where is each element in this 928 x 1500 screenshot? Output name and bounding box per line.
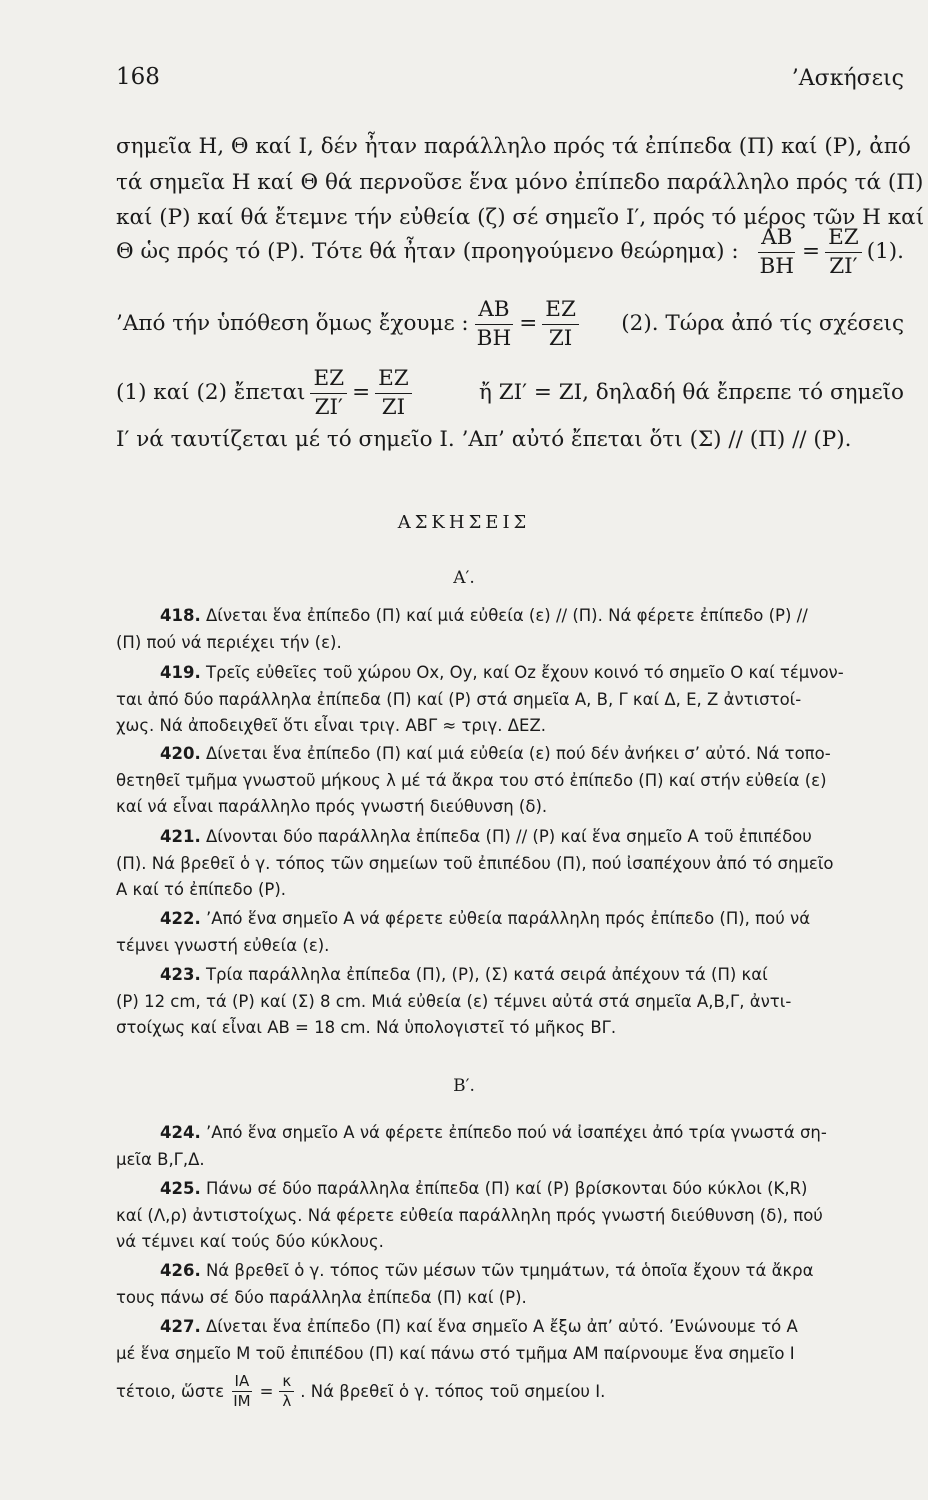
exercise-text: καί νά εἶναι παράλληλο πρός γνωστή διεύθυνση (δ). [116,797,548,816]
exercise-422 [116,906,904,959]
exercise-420 [116,741,904,821]
fraction-k-l: $\frac{\kappa}{\lambda}$ [279,1373,294,1411]
page-number: 168 [116,64,160,90]
exercise-text: . Νά βρεθεῖ ὁ γ. τόπος τοῦ σημείου Ι. [300,1381,606,1401]
fraction-ab-bh-2: $\frac{AB}{BH}$ [476,297,512,351]
exercise-text: ’Από ἕνα σημεῖο Α νά φέρετε ἐπίπεδο πού νά ἰσαπέχει ἀπό τρία γνωστά ση- [205,1123,827,1142]
equals-sign: = [519,311,538,337]
exercise-number: 427. [160,1317,201,1336]
exercise-424 [116,1120,904,1173]
exercise-text: ’Από ἕνα σημεῖο Α νά φέρετε εὐθεία παράλληλη πρός ἐπίπεδο (Π), πού νά [205,909,811,928]
exercise-423 [116,962,904,1042]
equals-sign: = [352,380,371,406]
exercise-426 [116,1258,904,1311]
exercise-text: στοίχως καί εἶναι ΑΒ = 18 cm. Νά ὑπολογιστεῖ τό μῆκος ΒΓ. [116,1018,617,1037]
proof-line-6 [116,367,904,419]
exercise-text: θετηθεῖ τμῆμα γνωστοῦ μήκους λ μέ τά ἄκρα του στό ἐπίπεδο (Π) καί στήν εὐθεία (ε) [116,770,827,790]
exercise-text: καί (Λ,ρ) ἀντιστοίχως. Νά φέρετε εὐθεία παράλληλη πρός γνωστή διεύθυνση (δ), πού [116,1205,823,1225]
exercise-text: (Π). Νά βρεθεῖ ὁ γ. τόπος τῶν σημείων τοῦ ἐπιπέδου (Π), πού ἰσαπέχουν ἀπό τό σημεῖο [116,853,834,873]
proof-line-6-tail: ἤ ΖΙ′ = ΖΙ, δηλαδή θά ἔπρεπε τό σημεῖο [478,380,904,406]
section-title: ΑΣΚΗΣΕΙΣ [397,512,531,533]
part-a-label: Α′. [453,568,475,588]
exercise-text: Πάνω σέ δύο παράλληλα ἐπίπεδα (Π) καί (Ρ) βρίσκονται δύο κύκλοι (Κ,R) [205,1179,808,1198]
exercise-number: 421. [160,827,201,846]
exercise-number: 418. [160,606,201,625]
fraction-ab-bh: $\frac{AB}{BH}$ [759,225,795,279]
exercise-text: (Ρ) 12 cm, τά (Ρ) καί (Σ) 8 cm. Μιά εὐθεία (ε) τέμνει αὐτά στά σημεῖα Α,Β,Γ, ἀντι- [116,991,792,1011]
exercise-427 [116,1314,904,1411]
fraction-ez-zi: $\frac{EZ}{ZI}$ [542,298,579,350]
exercise-text: μέ ἕνα σημεῖο Μ τοῦ ἐπιπέδου (Π) καί πάνω στό τμῆμα ΑΜ παίρνουμε ἕνα σημεῖο Ι [116,1343,795,1363]
exercise-text: Τρεῖς εὐθεῖες τοῦ χώρου Οx, Οy, καί Οz ἔχουν κοινό τό σημεῖο Ο καί τέμνον- [205,663,844,682]
exercise-text: Δίνεται ἕνα ἐπίπεδο (Π) καί ἕνα σημεῖο Α ἔξω ἀπ’ αὐτό. ’Ενώνουμε τό Α [205,1317,798,1336]
exercise-418 [116,603,904,656]
exercise-number: 424. [160,1123,201,1142]
exercise-text: τέτοιο, ὥστε [116,1381,225,1401]
proof-line-5 [116,298,904,350]
proof-line-7: Ι′ νά ταυτίζεται μέ τό σημεῖο Ι. ’Απ’ αὐτό ἔπεται ὅτι (Σ) // (Π) // (Ρ). [116,427,852,452]
running-title: ’Ασκήσεις [791,66,904,91]
exercise-425 [116,1176,904,1256]
exercise-text: ται ἀπό δύο παράλληλα ἐπίπεδα (Π) καί (Ρ) στά σημεῖα Α, Β, Γ καί Δ, Ε, Ζ ἀντιστοί- [116,689,802,709]
page-header [116,64,904,100]
exercise-text: νά τέμνει καί τούς δύο κύκλους. [116,1232,384,1251]
exercise-text: Δίνεται ἕνα ἐπίπεδο (Π) καί μιά εὐθεία (ε) πού δέν ἀνήκει σ’ αὐτό. Νά τοπο- [205,744,831,763]
fraction-ez-zi-2: $\frac{EZ}{ZI}$ [375,367,412,419]
part-b-label: Β′. [453,1076,475,1096]
exercise-text: Τρία παράλληλα ἐπίπεδα (Π), (Ρ), (Σ) κατά σειρά ἀπέχουν τά (Π) καί [205,965,768,984]
proof-line-1: σημεῖα Η, Θ καί Ι, δέν ἦταν παράλληλο πρός τά ἐπίπεδα (Π) καί (Ρ), ἀπό [116,134,911,159]
exercise-text: Νά βρεθεῖ ὁ γ. τόπος τῶν μέσων τῶν τμημάτων, τά ὁποῖα ἔχουν τά ἄκρα [205,1261,814,1280]
exercise-number: 425. [160,1179,201,1198]
exercise-number: 419. [160,663,201,682]
exercise-number: 422. [160,909,201,928]
exercise-text: Δίνονται δύο παράλληλα ἐπίπεδα (Π) // (Ρ) καί ἕνα σημεῖο Α τοῦ ἐπιπέδου [205,827,812,846]
proof-line-2: τά σημεῖα Η καί Θ θά περνοῦσε ἕνα μόνο ἐπίπεδο παράλληλο πρός τά (Π) [116,170,924,195]
equals-sign: = [259,1381,274,1401]
proof-line-5-text: ’Από τήν ὑπόθεση ὅμως ἔχουμε : [116,311,469,337]
fraction-ez-zi-prime-2: $\frac{EZ}{ZI'}$ [310,367,347,419]
exercise-text: χως. Νά ἀποδειχθεῖ ὅτι εἶναι τριγ. ΑΒΓ ≈ τριγ. ΔΕΖ. [116,716,547,735]
exercise-text: Α καί τό ἐπίπεδο (Ρ). [116,880,287,899]
exercise-text: τους πάνω σέ δύο παράλληλα ἐπίπεδα (Π) καί (Ρ). [116,1287,527,1307]
equals-sign: = [802,239,821,265]
exercise-number: 423. [160,965,201,984]
exercise-421 [116,824,904,904]
exercise-number: 420. [160,744,201,763]
exercise-419 [116,660,904,740]
exercise-text: μεῖα Β,Γ,Δ. [116,1149,205,1169]
exercise-number: 426. [160,1261,201,1280]
exercise-text: Δίνεται ἕνα ἐπίπεδο (Π) καί μιά εὐθεία (ε) // (Π). Νά φέρετε ἐπίπεδο (Ρ) // [205,606,808,625]
proof-line-3: καί (Ρ) καί θά ἔτεμνε τήν εὐθεία (ζ) σέ σημεῖο Ι′, πρός τό μέρος τῶν Η καί [116,205,925,230]
proof-line-4-text: Θ ὡς πρός τό (Ρ). Τότε θά ἦταν (προηγούμενο θεώρημα) : [116,239,739,265]
proof-line-6-text: (1) καί (2) ἔπεται [116,380,306,406]
equation-tag-1: (1). [866,239,904,265]
fraction-ia-im: $\frac{IA}{IM}$ [233,1372,251,1411]
proof-line-4 [116,226,904,278]
exercise-text: τέμνει γνωστή εὐθεία (ε). [116,935,330,955]
fraction-ez-zi-prime: $\frac{EZ}{ZI'}$ [825,226,862,278]
proof-line-5-tail: (2). Τώρα ἀπό τίς σχέσεις [621,311,904,337]
exercise-text-with-fraction [116,1373,904,1411]
exercise-text: (Π) πού νά περιέχει τήν (ε). [116,632,342,652]
